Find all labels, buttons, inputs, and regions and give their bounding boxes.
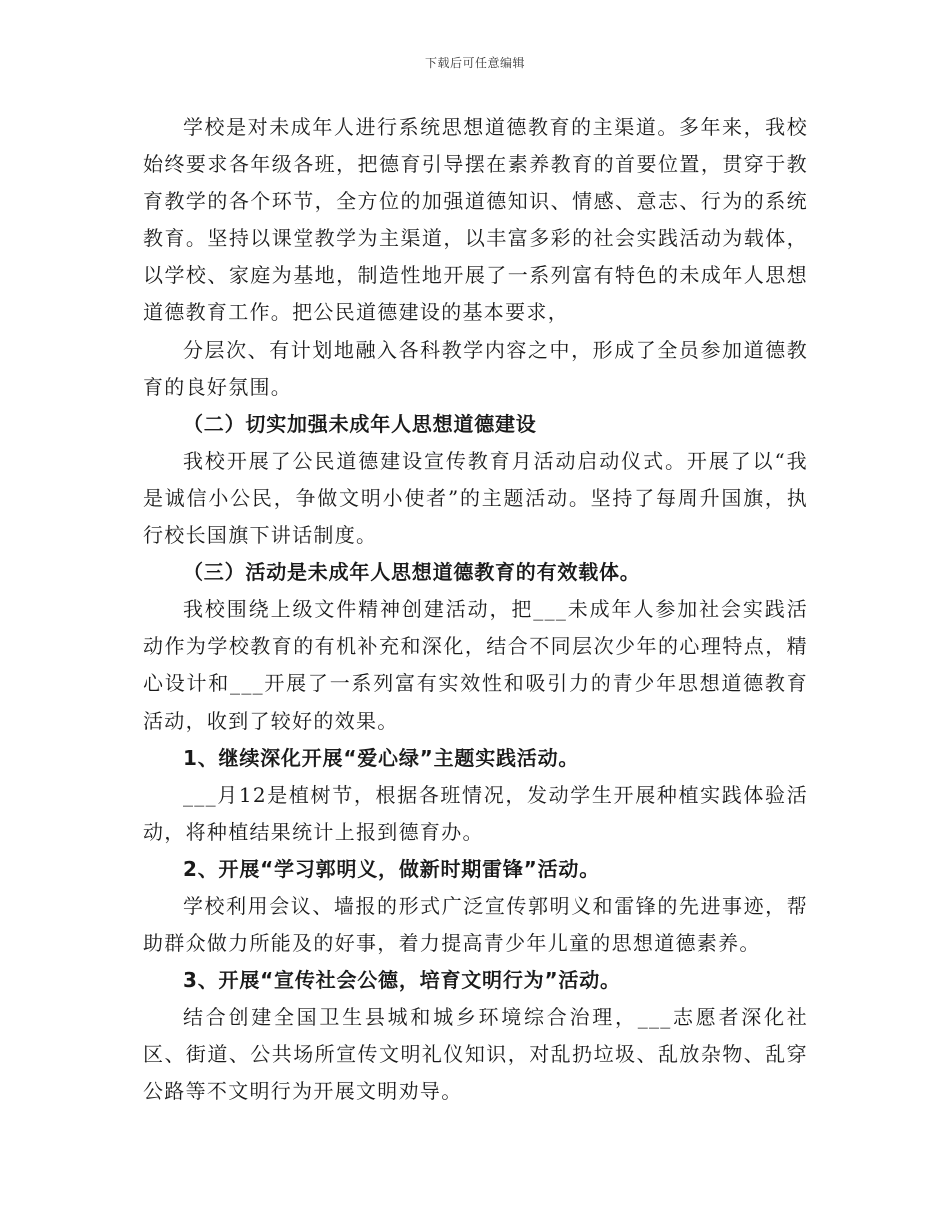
paragraph-civic-morality-month: 我校开展了公民道德建设宣传教育月活动启动仪式。开展了以“我是诚信小公民，争做文明小使者”的主题活动。坚持了每周升国旗，执行校长国旗下讲话制度。 [143,448,808,548]
paragraph-moral-education-channel: 学校是对未成年人进行系统思想道德教育的主渠道。多年来，我校始终要求各年级各班，把德育引导摆在素养教育的首要位置，贯穿于教育教学的各个环节，全方位的加强道德知识、情感、意志、行为的系统教育。坚持以课堂教学为主渠道，以丰富多彩的社会实践活动为载体，以学校、家庭为基地，制造性地开展了一系列富有特色的未成年人思想道德教育工作。把公民道德建设的基本要求， [143,115,808,325]
section-heading-2: （二）切实加强未成年人思想道德建设 [183,411,537,436]
paragraph-tree-planting: ___月12是植树节，根据各班情况，发动学生开展种植实践体验活动，将种植结果统计上报到德育办。 [143,782,808,844]
subsection-heading-3: 3、开展“宣传社会公德，培育文明行为”活动。 [183,968,621,993]
paragraph-civility: 结合创建全国卫生县城和城乡环境综合治理，___志愿者深化社区、街道、公共场所宣传文明礼仪知识，对乱扔垃圾、乱放杂物、乱穿公路等不文明行为开展文明劝导。 [143,1005,808,1104]
section-heading-3: （三）活动是未成年人思想道德教育的有效载体。 [183,560,641,585]
paragraph-lei-feng: 学校利用会议、墙报的形式广泛宣传郭明义和雷锋的先进事迹，帮助群众做力所能及的好事，着力提高青少年儿童的思想道德素养。 [143,893,808,956]
document-body [143,109,808,1111]
subsection-heading-2: 2、开展“学习郭明义，做新时期雷锋”活动。 [183,856,601,881]
subsection-heading-1: 1、继续深化开展“爱心绿”主题实践活动。 [183,745,580,770]
paragraph-integration: 分层次、有计划地融入各科教学内容之中，形成了全员参加道德教育的良好氛围。 [143,337,808,399]
paragraph-social-practice: 我校围绕上级文件精神创建活动，把___未成年人参加社会实践活动作为学校教育的有机补充和深化，结合不同层次少年的心理特点，精心设计和___开展了一系列富有实效性和吸引力的青少年思想道德教育活动，收到了较好的效果。 [143,597,808,733]
page-header-note: 下载后可任意编辑 [424,56,525,70]
